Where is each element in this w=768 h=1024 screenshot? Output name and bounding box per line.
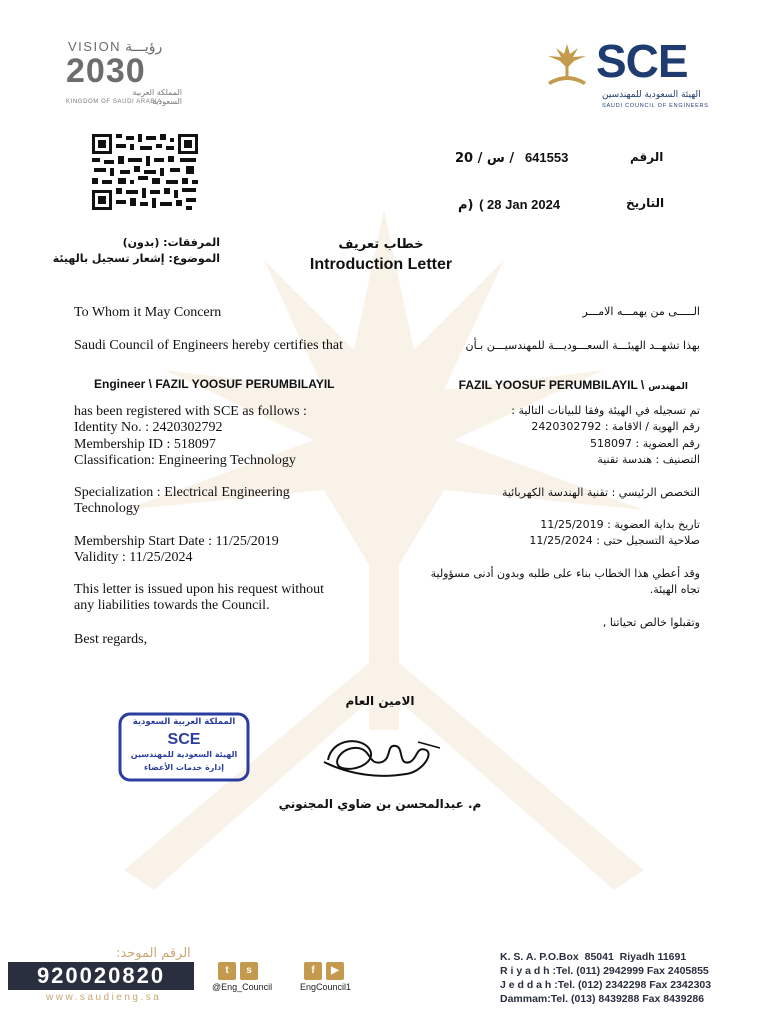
registered-en: has been registered with SCE as follows :	[74, 404, 307, 419]
issued-ar-line2: تجاه الهيئة.	[649, 583, 700, 596]
vision-year: 2030	[66, 52, 146, 90]
vision-kingdom-en: KINGDOM OF SAUDI ARABIA	[66, 99, 162, 105]
identity-ar: رقم الهوية / الاقامة : 2420302792	[531, 420, 700, 433]
stamp-dept: إدارة خدمات الأعضاء	[143, 763, 224, 772]
title-english: Introduction Letter	[309, 256, 453, 273]
signature	[322, 732, 444, 780]
reference-date-suffix: م)	[458, 198, 474, 213]
validity-en: Validity : 11/25/2024	[74, 550, 193, 565]
reference-number-value: 641553	[524, 150, 569, 165]
certifies-ar: بهذا تشهــد الهيئـــة السعـــوديـــة للمهندسيـــن بـأن	[465, 339, 700, 352]
sce-name-ar: الهيئة السعودية للمهندسين	[602, 90, 701, 100]
twitter-handle[interactable]: @Eng_Council	[212, 982, 273, 992]
reference-date	[458, 197, 560, 213]
issued-en-line2: any liabilities towards the Council.	[74, 598, 270, 613]
vision-arabic: رؤيـــة	[125, 39, 163, 55]
membership-en: Membership ID : 518097	[74, 437, 216, 452]
start-date-en: Membership Start Date : 11/25/2019	[74, 534, 279, 549]
subject-label: الموضوع: إشعار تسجيل بالهيئة	[52, 252, 220, 265]
reference-number-label: الرقم	[630, 150, 664, 164]
specialization-en-line2: Technology	[74, 501, 140, 516]
signatory-name: م. عبدالمحسن بن ضاوي المجنوني	[278, 797, 482, 811]
membership-ar: رقم العضوية : 518097	[590, 437, 700, 450]
issued-ar-line1: وقد أعطي هذا الخطاب بناء على طلبه وبدون أدنى مسؤولية	[430, 567, 700, 580]
start-date-ar: تاريخ بداية العضوية : 11/25/2019	[540, 518, 700, 531]
website-link[interactable]: www.saudieng.sa	[46, 992, 162, 1003]
hotline-number: 920020820	[8, 962, 194, 990]
registered-ar: تم تسجيله في الهيئة وفقا للبيانات التالية :	[511, 404, 700, 417]
stamp-name: الهيئة السعودية للمهندسين	[130, 750, 238, 759]
attachments-label: المرفقات: (بدون)	[122, 236, 220, 249]
facebook-handle[interactable]: EngCouncil1	[300, 982, 352, 992]
specialization-ar: التخصص الرئيسي : تقنية الهندسة الكهربائية	[501, 486, 700, 499]
facebook-icon[interactable]: f	[304, 962, 322, 980]
salutation-ar: الـــــى من يهمـــه الامـــر	[582, 305, 700, 318]
regards-ar: وتقبلوا خالص تحياتنا ,	[602, 616, 700, 629]
salutation-en: To Whom it May Concern	[74, 305, 222, 320]
validity-ar: صلاحية التسجيل حتى : 11/25/2024	[529, 534, 700, 547]
twitter-snapchat-icons	[218, 962, 258, 980]
identity-en: Identity No. : 2420302792	[74, 420, 223, 435]
address-line: Dammam:Tel. (013) 8439288 Fax 8439286	[500, 993, 705, 1005]
stamp-sce: SCE	[167, 731, 201, 748]
sce-name-en: SAUDI COUNCIL OF ENGINEERS	[602, 103, 709, 109]
address-block	[500, 950, 711, 1006]
palm-swords-icon	[544, 42, 590, 88]
official-stamp	[118, 712, 250, 782]
classification-en: Classification: Engineering Technology	[74, 453, 296, 468]
sce-letters: SCE	[596, 35, 688, 87]
facebook-youtube-icons	[304, 962, 344, 980]
address-line: K. S. A. P.O.Box 85041 Riyadh 11691	[500, 951, 687, 963]
twitter-icon[interactable]: t	[218, 962, 236, 980]
stamp-top: المملكة العربية السعودية	[132, 717, 236, 727]
classification-ar: التصنيف : هندسة تقنية	[597, 453, 700, 466]
youtube-icon[interactable]: ▶	[326, 962, 344, 980]
address-line: J e d d a h :Tel. (012) 2342298 Fax 2342303	[500, 979, 712, 991]
signatory-title: الامين العام	[345, 694, 415, 708]
engineer-name-en: Engineer \ FAZIL YOOSUF PERUMBILAYIL	[94, 377, 335, 391]
vision-2030-logo	[62, 36, 182, 108]
engineer-prefix-ar: المهندس	[648, 382, 688, 392]
sce-logo	[544, 35, 724, 113]
hotline-label: الرقم الموحد:	[116, 946, 191, 961]
snapchat-icon[interactable]: s	[240, 962, 258, 980]
reference-date-value: ( 28 Jan 2024	[479, 197, 561, 212]
reference-number	[455, 150, 568, 166]
qr-code	[90, 132, 200, 212]
reference-date-label: التاريخ	[626, 196, 665, 210]
issued-en-line1: This letter is issued upon his request without	[74, 582, 325, 597]
specialization-en-line1: Specialization : Electrical Engineering	[74, 485, 290, 500]
title-arabic: خطاب تعريف	[338, 237, 424, 252]
certifies-en: Saudi Council of Engineers hereby certifies that	[74, 338, 344, 353]
vision-word: VISION	[68, 39, 122, 54]
address-line: R i y a d h :Tel. (011) 2942999 Fax 2405855	[500, 965, 709, 977]
engineer-name-ar-value: FAZIL YOOSUF PERUMBILAYIL \	[458, 378, 645, 392]
regards-en: Best regards,	[74, 632, 148, 647]
reference-suffix: / س / 20	[455, 151, 515, 166]
vision-kingdom-ar: المملكة العربية السعودية	[132, 88, 182, 106]
engineer-name-ar	[368, 376, 688, 394]
